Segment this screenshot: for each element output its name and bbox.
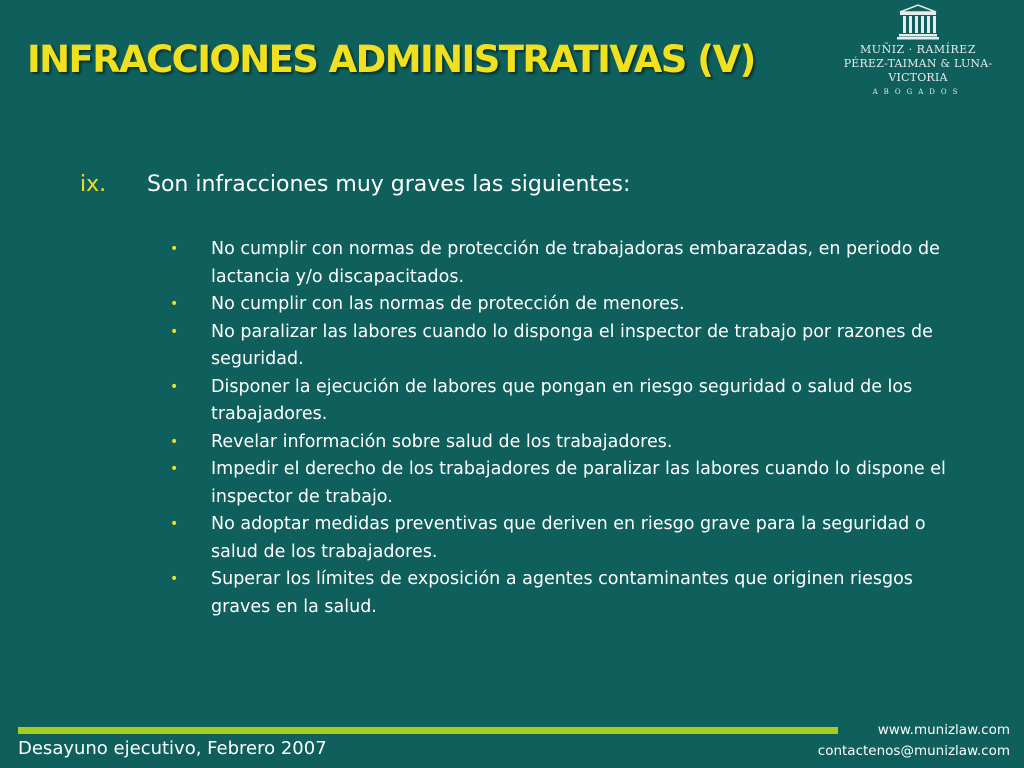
logo-firm-subtitle: ABOGADOS [872,88,964,96]
footer-accent-bar [18,727,838,734]
list-item-text: No adoptar medidas preventivas que deriven en riesgo grave para la seguridad o salud de los trabajadores. [211,514,926,562]
bullet-icon: • [170,433,179,450]
firm-logo [818,4,1018,96]
slide-title: INFRACCIONES ADMINISTRATIVAS (V) [27,38,755,81]
footer-email-link[interactable]: contactenos@munizlaw.com [817,743,1010,759]
bullet-icon: • [170,571,179,587]
list-item-text: No paralizar las labores cuando lo disponga el inspector de trabajo por razones de seguridad. [211,321,933,369]
list-item-text: Revelar información sobre salud de los trabajadores. [211,431,673,452]
item-marker: ix. [80,172,107,197]
list-item [168,374,968,429]
item-heading: Son infracciones muy graves las siguientes: [147,172,631,197]
bullet-icon: • [170,323,179,340]
list-item-text: Superar los límites de exposición a agentes contaminantes que originen riesgos graves en la salud. [211,569,913,617]
list-item-text: Impedir el derecho de los trabajadores de paralizar las labores cuando lo dispone el inspector de trabajo. [211,459,946,507]
list-item [168,291,968,319]
bullet-icon: • [170,296,179,312]
bullet-icon: • [170,516,179,532]
footer-event: Desayuno ejecutivo, Febrero 2007 [18,738,327,759]
footer-website-link[interactable]: www.munizlaw.com [877,722,1010,738]
logo-firm-name-line1: MUÑIZ · RAMÍREZ [860,43,976,56]
list-item [168,511,968,566]
list-item [168,319,968,374]
list-item [168,566,968,621]
list-item [168,429,968,457]
list-item-text: Disponer la ejecución de labores que pongan en riesgo seguridad o salud de los trabajadores. [211,376,913,424]
bullet-icon: • [170,378,179,395]
list-item [168,236,968,291]
footer-contact [818,720,1010,762]
list-item [168,456,968,511]
list-item-text: No cumplir con las normas de protección de menores. [211,294,685,314]
infractions-list [168,236,968,621]
list-item-text: No cumplir con normas de protección de trabajadoras embarazadas, en periodo de lactancia y/o discapacitados. [211,239,940,287]
bullet-icon: • [170,461,179,477]
building-columns-icon [896,4,940,40]
bullet-icon: • [170,241,179,257]
logo-firm-name-line2: PÉREZ-TAIMAN & LUNA-VICTORIA [843,57,993,84]
